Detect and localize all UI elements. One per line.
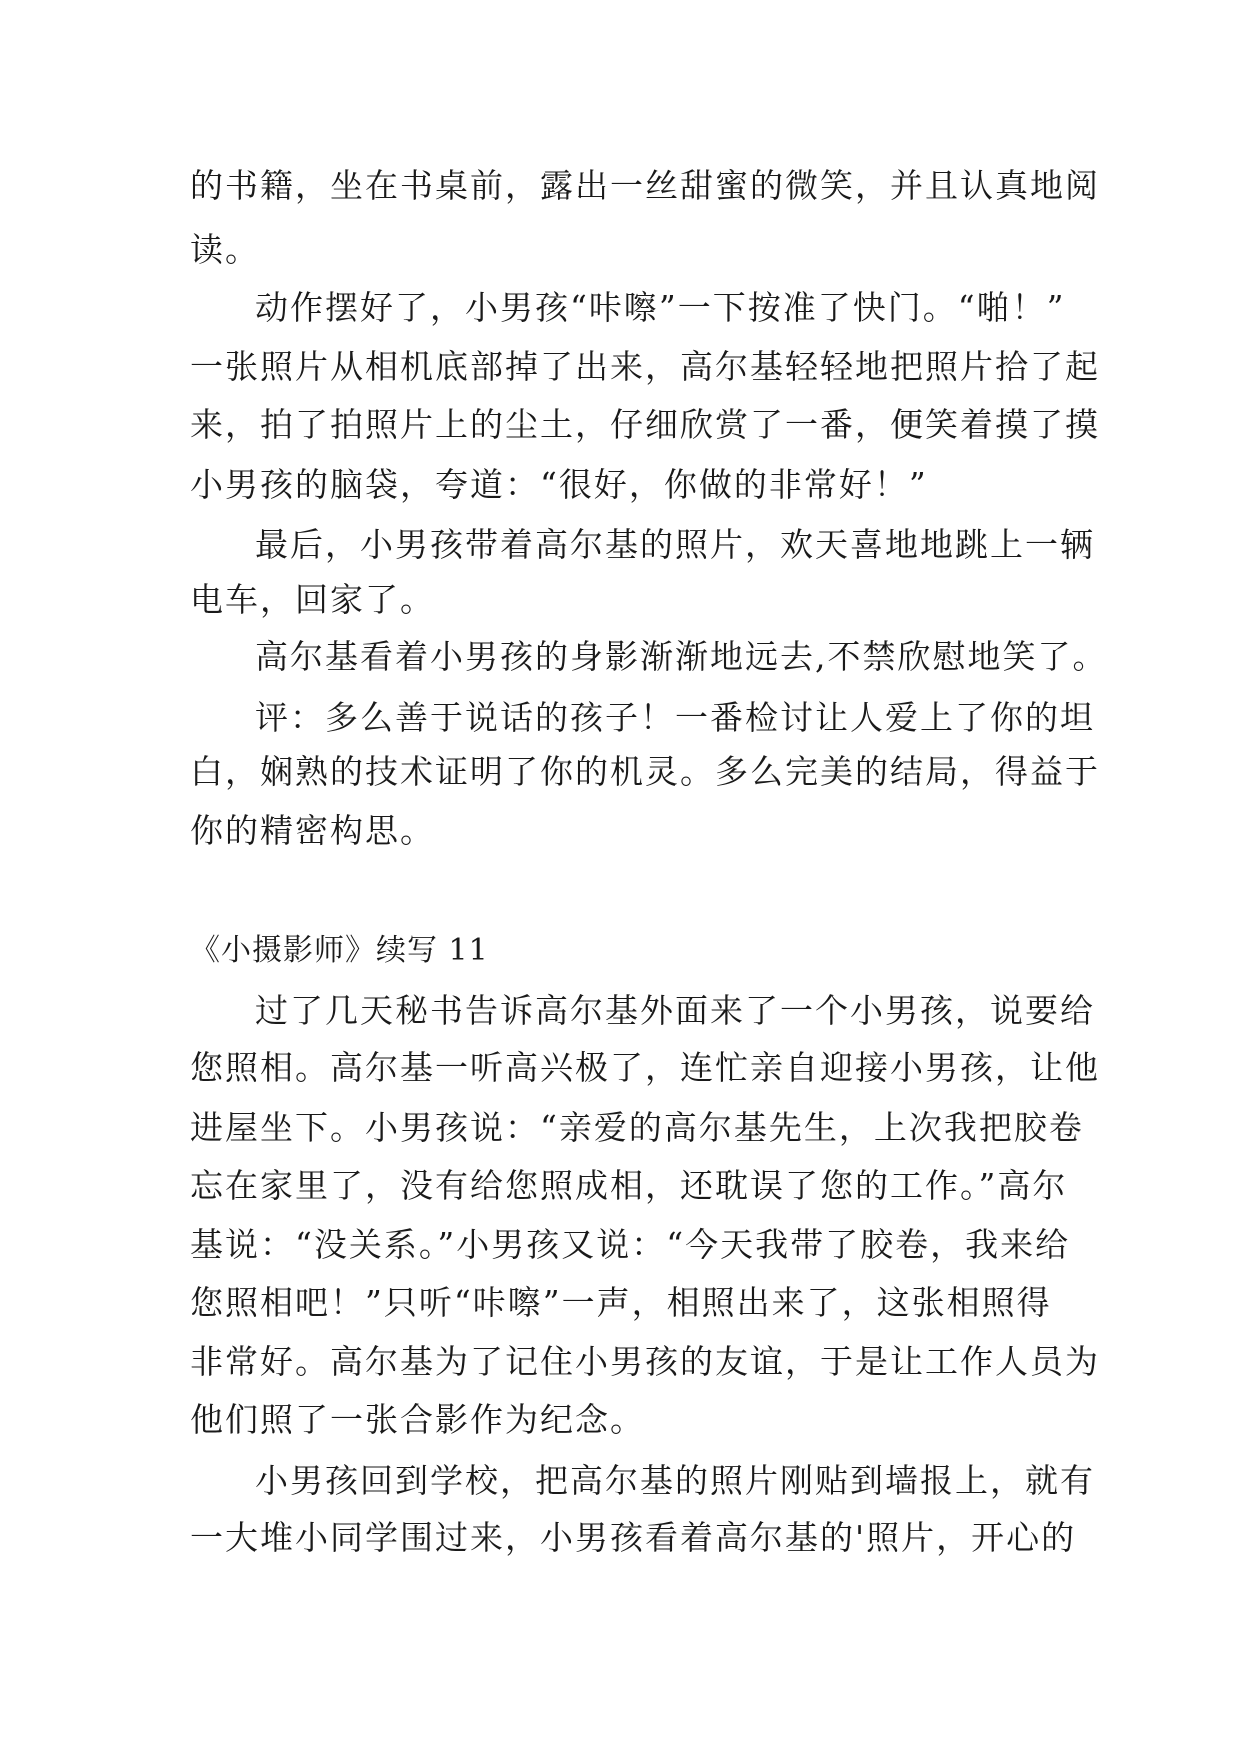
paragraph-line: 读。 xyxy=(190,230,260,269)
paragraph-line: 小男孩回到学校，把高尔基的照片刚贴到墙报上，就有 xyxy=(255,1461,1095,1500)
paragraph-line: 非常好。高尔基为了记住小男孩的友谊，于是让工作人员为 xyxy=(190,1342,1100,1381)
paragraph-line: 你的精密构思。 xyxy=(190,811,435,850)
paragraph-line: 进屋坐下。小男孩说：“亲爱的高尔基先生，上次我把胶卷 xyxy=(190,1108,1084,1147)
paragraph-line: 白，娴熟的技术证明了你的机灵。多么完美的结局，得益于 xyxy=(190,752,1100,791)
paragraph-line: 来，拍了拍照片上的尘土，仔细欣赏了一番，便笑着摸了摸 xyxy=(190,405,1100,444)
paragraph-line: 最后，小男孩带着高尔基的照片，欢天喜地地跳上一辆 xyxy=(255,525,1095,564)
paragraph-line: 一大堆小同学围过来，小男孩看着高尔基的'照片，开心的 xyxy=(190,1518,1077,1557)
paragraph-line: 高尔基看着小男孩的身影渐渐地远去,不禁欣慰地笑了。 xyxy=(255,637,1108,676)
paragraph-line: 小男孩的脑袋，夸道：“很好，你做的非常好！” xyxy=(190,465,928,504)
paragraph-line: 您照相吧！”只听“咔嚓”一声，相照出来了，这张相照得 xyxy=(190,1283,1052,1322)
paragraph-line: 过了几天秘书告诉高尔基外面来了一个小男孩，说要给 xyxy=(255,991,1095,1030)
paragraph-line: 一张照片从相机底部掉了出来，高尔基轻轻地把照片拾了起 xyxy=(190,347,1100,386)
paragraph-line: 的书籍，坐在书桌前，露出一丝甜蜜的微笑，并且认真地阅 xyxy=(190,166,1100,205)
paragraph-line: 您照相。高尔基一听高兴极了，连忙亲自迎接小男孩，让他 xyxy=(190,1048,1100,1087)
paragraph-line: 评：多么善于说话的孩子！一番检讨让人爱上了你的坦 xyxy=(255,698,1095,737)
paragraph-line: 他们照了一张合影作为纪念。 xyxy=(190,1400,645,1439)
paragraph-line: 忘在家里了，没有给您照成相，还耽误了您的工作。”高尔 xyxy=(190,1166,1068,1205)
paragraph-line: 动作摆好了，小男孩“咔嚓”一下按准了快门。“啪！” xyxy=(255,288,1066,327)
section-title: 《小摄影师》续写 11 xyxy=(190,933,489,968)
paragraph-line: 电车，回家了。 xyxy=(190,580,435,619)
paragraph-line: 基说：“没关系。”小男孩又说：“今天我带了胶卷，我来给 xyxy=(190,1225,1071,1264)
